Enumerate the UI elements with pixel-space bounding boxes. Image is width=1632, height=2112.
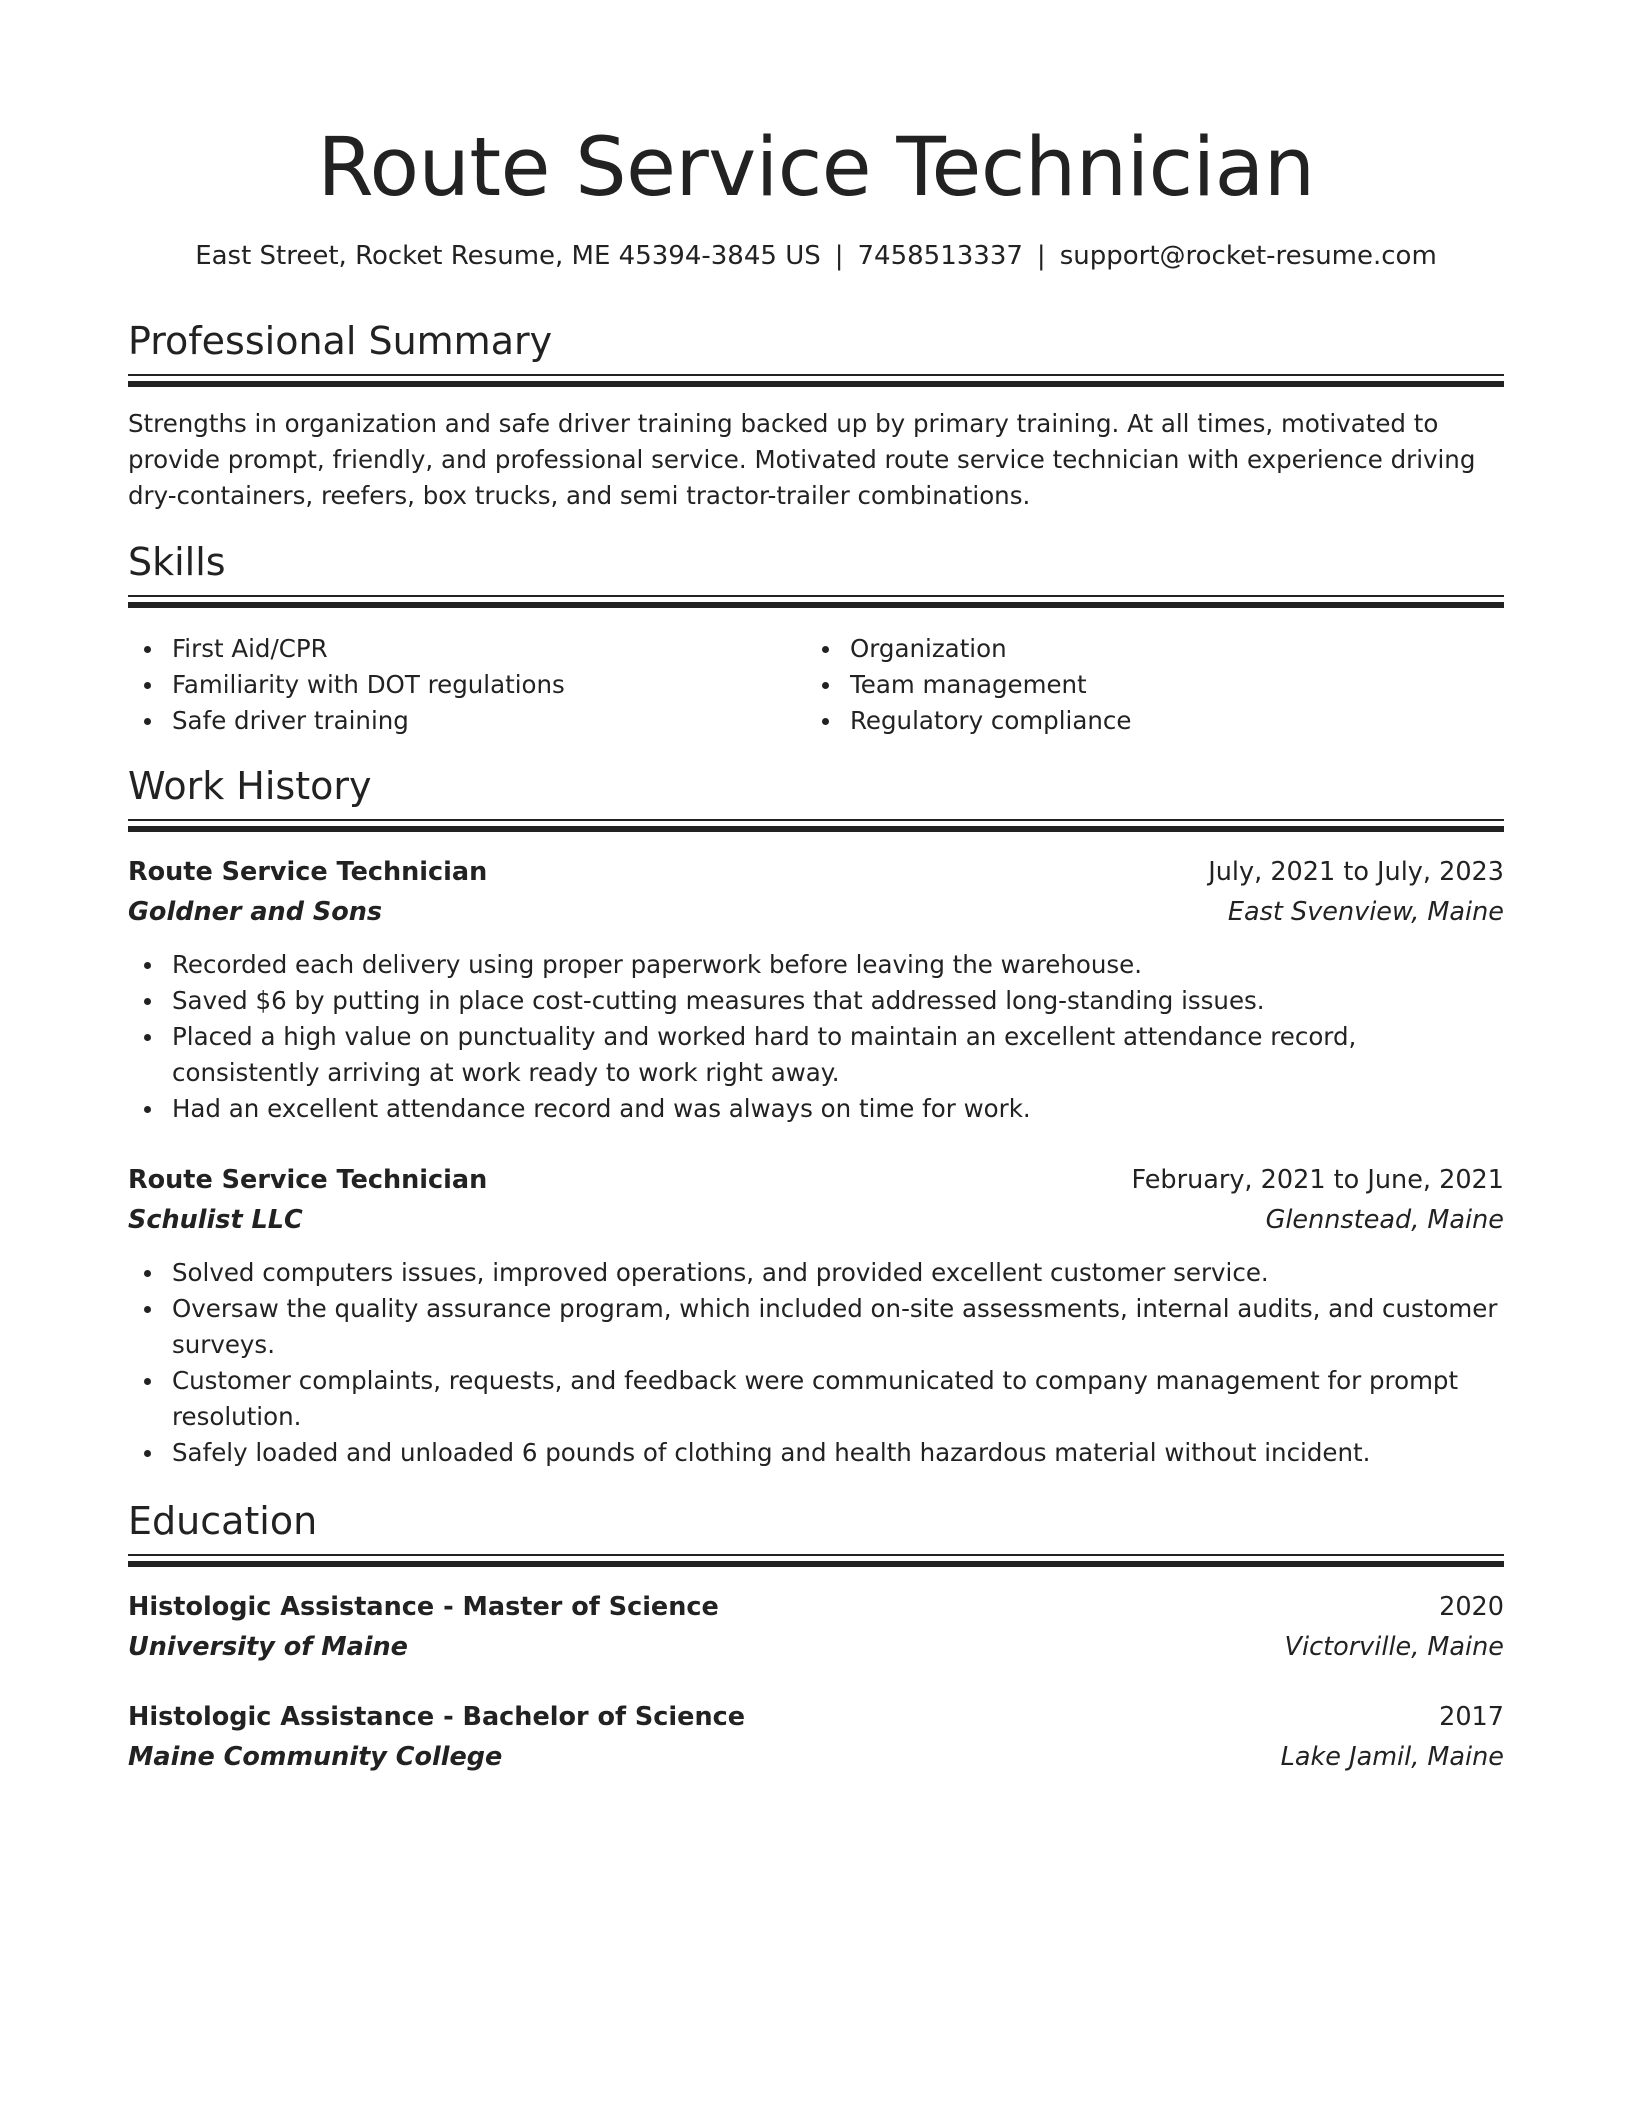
contact-line [128,238,1504,274]
job-title: Route Service Technician [128,857,488,887]
skills-list-right [806,631,1466,739]
education-degree: Histologic Assistance - Bachelor of Science [128,1702,746,1732]
contact-address: East Street, Rocket Resume, ME 45394-3845 US [195,241,821,271]
job-location: East Svenview, Maine [1227,897,1504,927]
section-title-summary: Professional Summary [128,319,553,363]
job-bullets [128,947,1504,1127]
skill-item: Organization [850,631,1466,667]
contact-phone: 7458513337 [857,241,1023,271]
job-bullet: Oversaw the quality assurance program, which included on-site assessments, internal audits, and customer surveys. [172,1291,1504,1363]
job-bullet: Placed a high value on punctuality and worked hard to maintain an excellent attendance record, consistently arriving at work ready to work right away. [172,1019,1504,1091]
education-location: Victorville, Maine [1284,1632,1504,1662]
skill-item: Regulatory compliance [850,703,1466,739]
contact-email: support@rocket-resume.com [1059,241,1437,271]
section-divider [128,1554,1504,1568]
job-bullets [128,1255,1504,1471]
education-school: University of Maine [128,1632,408,1662]
job-company: Goldner and Sons [128,897,383,927]
candidate-name: Route Service Technician [317,121,1315,215]
job-company: Schulist LLC [128,1205,303,1235]
skill-item: Familiarity with DOT regulations [172,667,788,703]
job-bullet: Saved $6 by putting in place cost-cutting measures that addressed long-standing issues. [172,983,1504,1019]
section-title-work: Work History [128,764,372,808]
contact-separator: | [1036,241,1046,271]
education-degree: Histologic Assistance - Master of Science [128,1592,719,1622]
skill-item: First Aid/CPR [172,631,788,667]
summary-text: Strengths in organization and safe driver training backed up by primary training. At all times, motivated to provide prompt, friendly, and professional service. Motivated route service technician with experience driving dry-containers, reefers, box trucks, and semi tractor-trailer combinations. [128,409,1476,510]
skill-item: Team management [850,667,1466,703]
section-title-skills: Skills [128,540,226,584]
education-year: 2017 [1439,1702,1504,1732]
job-bullet: Customer complaints, requests, and feedback were communicated to company management for prompt resolution. [172,1363,1504,1435]
job-dates: July, 2021 to July, 2023 [1208,857,1504,887]
section-divider [128,374,1504,388]
job-location: Glennstead, Maine [1265,1205,1504,1235]
job-bullet: Recorded each delivery using proper paperwork before leaving the warehouse. [172,947,1504,983]
education-location: Lake Jamil, Maine [1280,1742,1504,1772]
section-divider [128,819,1504,833]
job-bullet: Solved computers issues, improved operations, and provided excellent customer service. [172,1255,1504,1291]
skill-item: Safe driver training [172,703,788,739]
job-bullet: Had an excellent attendance record and was always on time for work. [172,1091,1504,1127]
skills-list-left [128,631,788,739]
education-school: Maine Community College [128,1742,503,1772]
section-title-education: Education [128,1499,318,1543]
education-year: 2020 [1439,1592,1504,1622]
job-dates: February, 2021 to June, 2021 [1131,1165,1504,1195]
job-bullet: Safely loaded and unloaded 6 pounds of clothing and health hazardous material without incident. [172,1435,1504,1471]
job-title: Route Service Technician [128,1165,488,1195]
contact-separator: | [834,241,844,271]
section-divider [128,595,1504,609]
